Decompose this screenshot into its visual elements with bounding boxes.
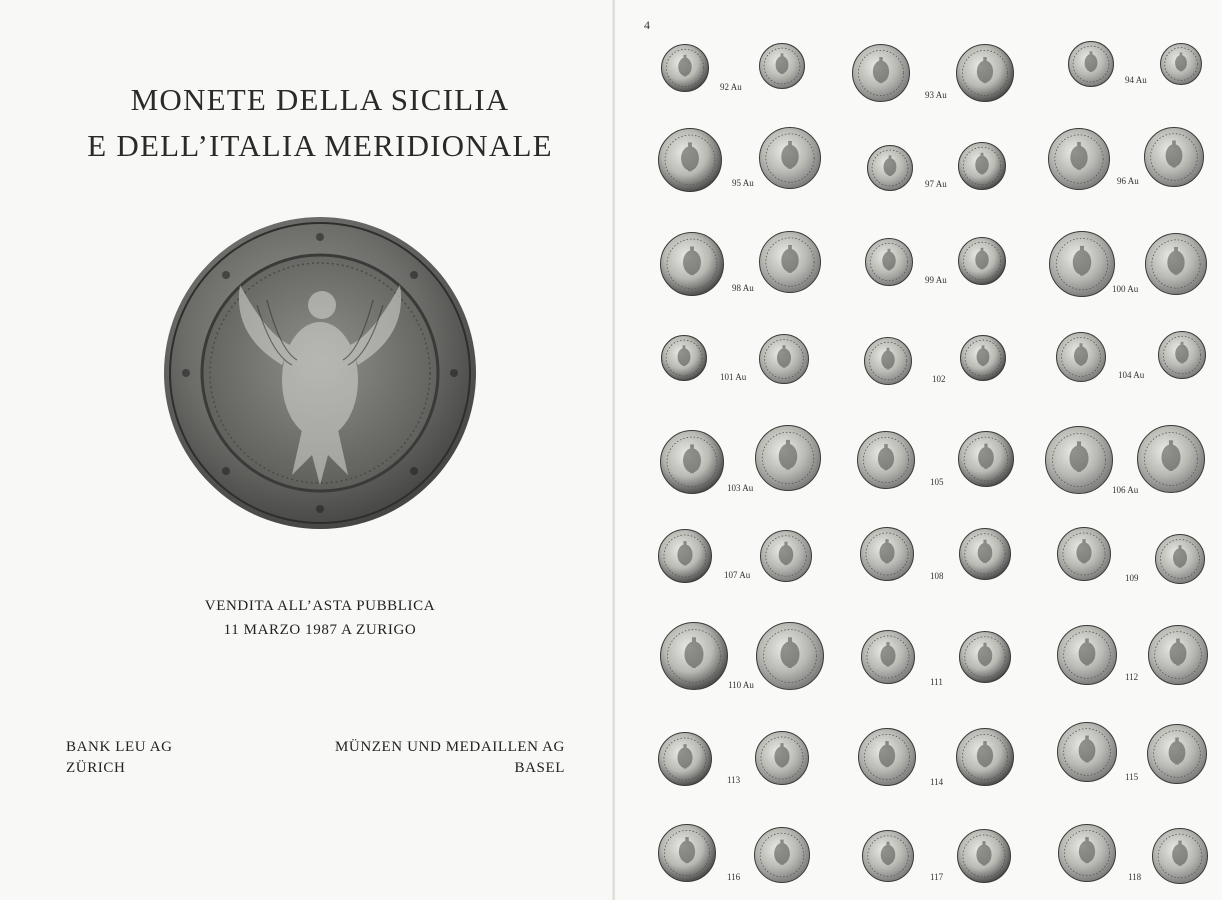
coin-reverse-6 bbox=[1144, 127, 1204, 187]
coin-label: 116 bbox=[727, 872, 741, 882]
coin-reverse-7 bbox=[759, 231, 821, 293]
coin-label: 94 Au bbox=[1125, 75, 1147, 85]
cover-coin-image bbox=[162, 215, 478, 531]
coin-plate-page bbox=[615, 0, 1222, 900]
coin-obverse-18 bbox=[1057, 527, 1111, 581]
sale-date: 11 MARZO 1987 A ZURIGO bbox=[223, 622, 417, 638]
coin-obverse-11 bbox=[864, 337, 912, 385]
coin-obverse-8 bbox=[865, 238, 913, 286]
coin-label: 109 bbox=[1125, 573, 1139, 583]
coin-reverse-5 bbox=[958, 142, 1006, 190]
coin-obverse-12 bbox=[1056, 332, 1106, 382]
publisher-left-name: BANK LEU AG bbox=[66, 739, 173, 755]
coin-reverse-20 bbox=[959, 631, 1011, 683]
coin-obverse-2 bbox=[852, 44, 910, 102]
coin-reverse-19 bbox=[756, 622, 824, 690]
publisher-right-city: BASEL bbox=[514, 760, 565, 776]
coin-obverse-13 bbox=[660, 430, 724, 494]
coin-reverse-10 bbox=[759, 334, 809, 384]
coin-reverse-21 bbox=[1148, 625, 1208, 685]
cover-title-line2: E DELL’ITALIA MERIDIONALE bbox=[87, 128, 553, 163]
coin-obverse-23 bbox=[858, 728, 916, 786]
coin-label: 92 Au bbox=[720, 82, 742, 92]
coin-label: 107 Au bbox=[724, 570, 751, 580]
coin-reverse-25 bbox=[754, 827, 810, 883]
coin-obverse-22 bbox=[658, 732, 712, 786]
coin-obverse-5 bbox=[867, 145, 913, 191]
coin-label: 106 Au bbox=[1112, 485, 1139, 495]
coin-label: 108 bbox=[930, 571, 944, 581]
coin-label: 97 Au bbox=[925, 179, 947, 189]
coin-reverse-13 bbox=[755, 425, 821, 491]
coin-obverse-9 bbox=[1049, 231, 1115, 297]
coin-label: 104 Au bbox=[1118, 370, 1145, 380]
coin-obverse-3 bbox=[1068, 41, 1114, 87]
coin-obverse-19 bbox=[660, 622, 728, 690]
coin-reverse-4 bbox=[759, 127, 821, 189]
coin-label: 93 Au bbox=[925, 90, 947, 100]
coin-reverse-22 bbox=[755, 731, 809, 785]
coin-reverse-8 bbox=[958, 237, 1006, 285]
coin-label: 115 bbox=[1125, 772, 1139, 782]
coin-reverse-16 bbox=[760, 530, 812, 582]
coin-label: 95 Au bbox=[732, 178, 754, 188]
coin-label: 99 Au bbox=[925, 275, 947, 285]
coin-obverse-26 bbox=[862, 830, 914, 882]
coin-obverse-21 bbox=[1057, 625, 1117, 685]
coin-obverse-1 bbox=[661, 44, 709, 92]
coin-reverse-27 bbox=[1152, 828, 1208, 884]
coin-reverse-17 bbox=[959, 528, 1011, 580]
coin-reverse-18 bbox=[1155, 534, 1205, 584]
coin-reverse-2 bbox=[956, 44, 1014, 102]
coin-reverse-11 bbox=[960, 335, 1006, 381]
coin-obverse-4 bbox=[658, 128, 722, 192]
coin-label: 112 bbox=[1125, 672, 1139, 682]
coin-obverse-17 bbox=[860, 527, 914, 581]
coin-label: 102 bbox=[932, 374, 946, 384]
coin-obverse-15 bbox=[1045, 426, 1113, 494]
coin-label: 114 bbox=[930, 777, 944, 787]
coin-reverse-3 bbox=[1160, 43, 1202, 85]
coin-reverse-1 bbox=[759, 43, 805, 89]
coin-reverse-26 bbox=[957, 829, 1011, 883]
coin-obverse-24 bbox=[1057, 722, 1117, 782]
sale-line1: VENDITA ALL’ASTA PUBBLICA bbox=[204, 598, 436, 614]
publisher-left-city: ZÜRICH bbox=[66, 760, 126, 776]
coin-label: 117 bbox=[930, 872, 944, 882]
coin-reverse-24 bbox=[1147, 724, 1207, 784]
coin-obverse-25 bbox=[658, 824, 716, 882]
coin-label: 103 Au bbox=[727, 483, 754, 493]
coin-label: 105 bbox=[930, 477, 944, 487]
coin-label: 111 bbox=[930, 677, 943, 687]
coin-reverse-14 bbox=[958, 431, 1014, 487]
coin-obverse-7 bbox=[660, 232, 724, 296]
coin-reverse-9 bbox=[1145, 233, 1207, 295]
coin-reverse-12 bbox=[1158, 331, 1206, 379]
coin-reverse-23 bbox=[956, 728, 1014, 786]
publisher-right-name: MÜNZEN UND MEDAILLEN AG bbox=[334, 739, 565, 755]
coin-obverse-10 bbox=[661, 335, 707, 381]
coin-label: 100 Au bbox=[1112, 284, 1139, 294]
coin-label: 118 bbox=[1128, 872, 1142, 882]
cover-title-line1: MONETE DELLA SICILIA bbox=[130, 82, 510, 117]
coin-label: 113 bbox=[727, 775, 741, 785]
coin-obverse-20 bbox=[861, 630, 915, 684]
coin-label: 98 Au bbox=[732, 283, 754, 293]
coin-obverse-6 bbox=[1048, 128, 1110, 190]
coin-label: 110 Au bbox=[728, 680, 754, 690]
coin-label: 96 Au bbox=[1117, 176, 1139, 186]
coin-obverse-16 bbox=[658, 529, 712, 583]
coin-reverse-15 bbox=[1137, 425, 1205, 493]
coin-obverse-27 bbox=[1058, 824, 1116, 882]
coin-label: 101 Au bbox=[720, 372, 747, 382]
coin-obverse-14 bbox=[857, 431, 915, 489]
page-number: 4 bbox=[644, 18, 650, 32]
